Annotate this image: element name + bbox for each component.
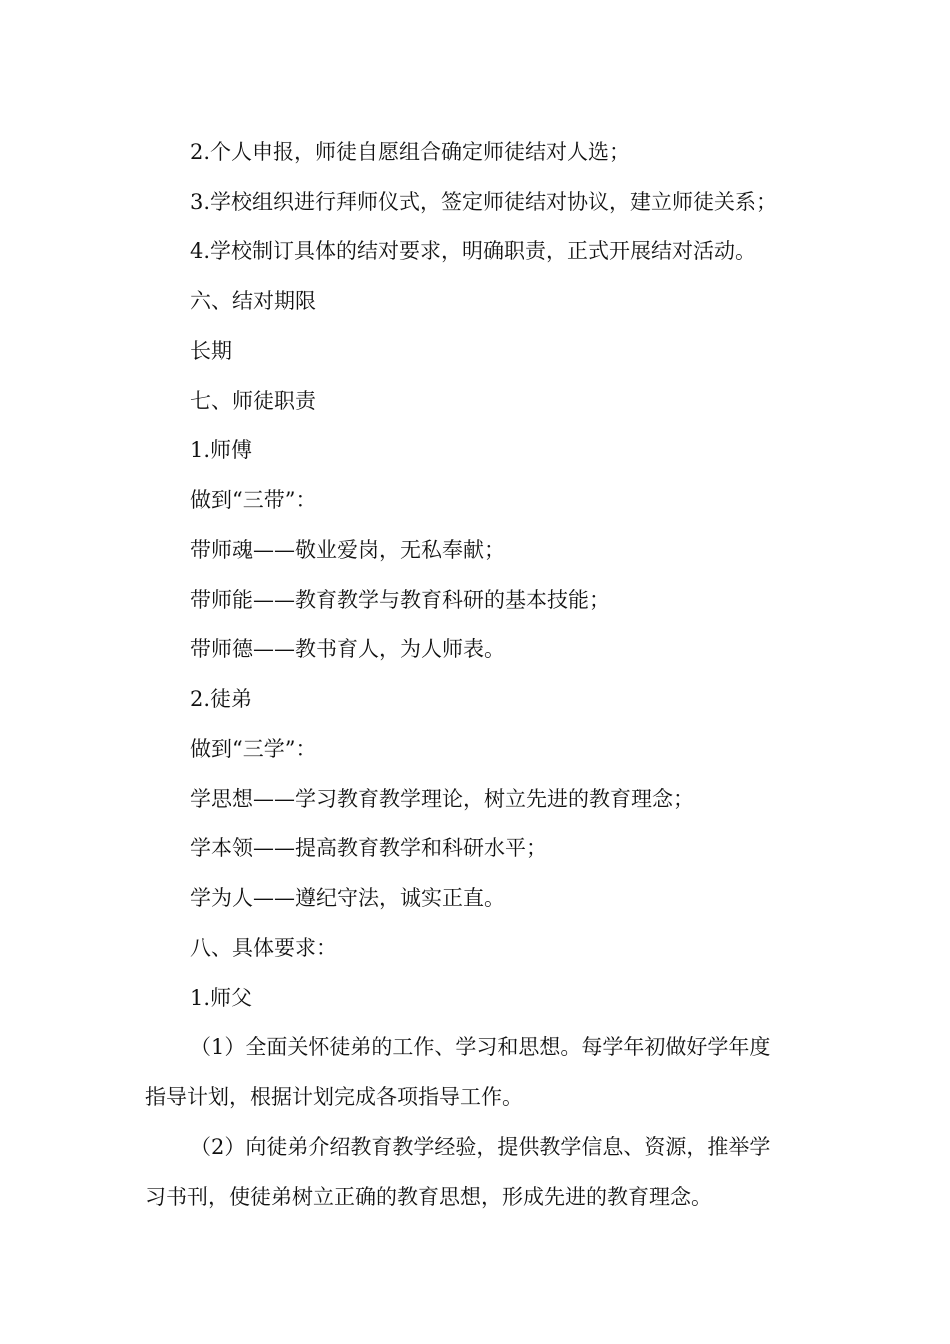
paragraph-line: 长期 [190, 339, 232, 363]
paragraph-line: 学为人——遵纪守法，诚实正直。 [190, 886, 505, 910]
paragraph-line: 指导计划，根据计划完成各项指导工作。 [145, 1085, 523, 1109]
paragraph-line: 带师德——教书育人，为人师表。 [190, 637, 505, 661]
paragraph-line: 2.个人申报，师徒自愿组合确定师徒结对人选； [190, 140, 631, 164]
subsection-heading: 1.师父 [190, 986, 253, 1010]
subsection-heading: 2.徒弟 [190, 687, 253, 711]
paragraph-line: 带师魂——敬业爱岗，无私奉献； [190, 538, 505, 562]
paragraph-line: 4.学校制订具体的结对要求，明确职责，正式开展结对活动。 [190, 239, 757, 263]
paragraph-line: 学思想——学习教育教学理论，树立先进的教育理念； [190, 787, 694, 811]
paragraph-line: （2）向徒弟介绍教育教学经验，提供教学信息、资源，推举学 [190, 1135, 771, 1159]
paragraph-line: 做到“三学”： [190, 737, 317, 761]
section-heading: 六、结对期限 [190, 289, 316, 313]
paragraph-line: 习书刊，使徒弟树立正确的教育思想，形成先进的教育理念。 [145, 1185, 712, 1209]
paragraph-line: 做到“三带”： [190, 488, 317, 512]
paragraph-line: 学本领——提高教育教学和科研水平； [190, 836, 547, 860]
section-heading: 七、师徒职责 [190, 389, 316, 413]
paragraph-line: 带师能——教育教学与教育科研的基本技能； [190, 588, 610, 612]
paragraph-line: 3.学校组织进行拜师仪式，签定师徒结对协议，建立师徒关系； [190, 190, 778, 214]
paragraph-line: （1）全面关怀徒弟的工作、学习和思想。每学年初做好学年度 [190, 1035, 771, 1059]
subsection-heading: 1.师傅 [190, 438, 253, 462]
section-heading: 八、具体要求： [190, 936, 337, 960]
